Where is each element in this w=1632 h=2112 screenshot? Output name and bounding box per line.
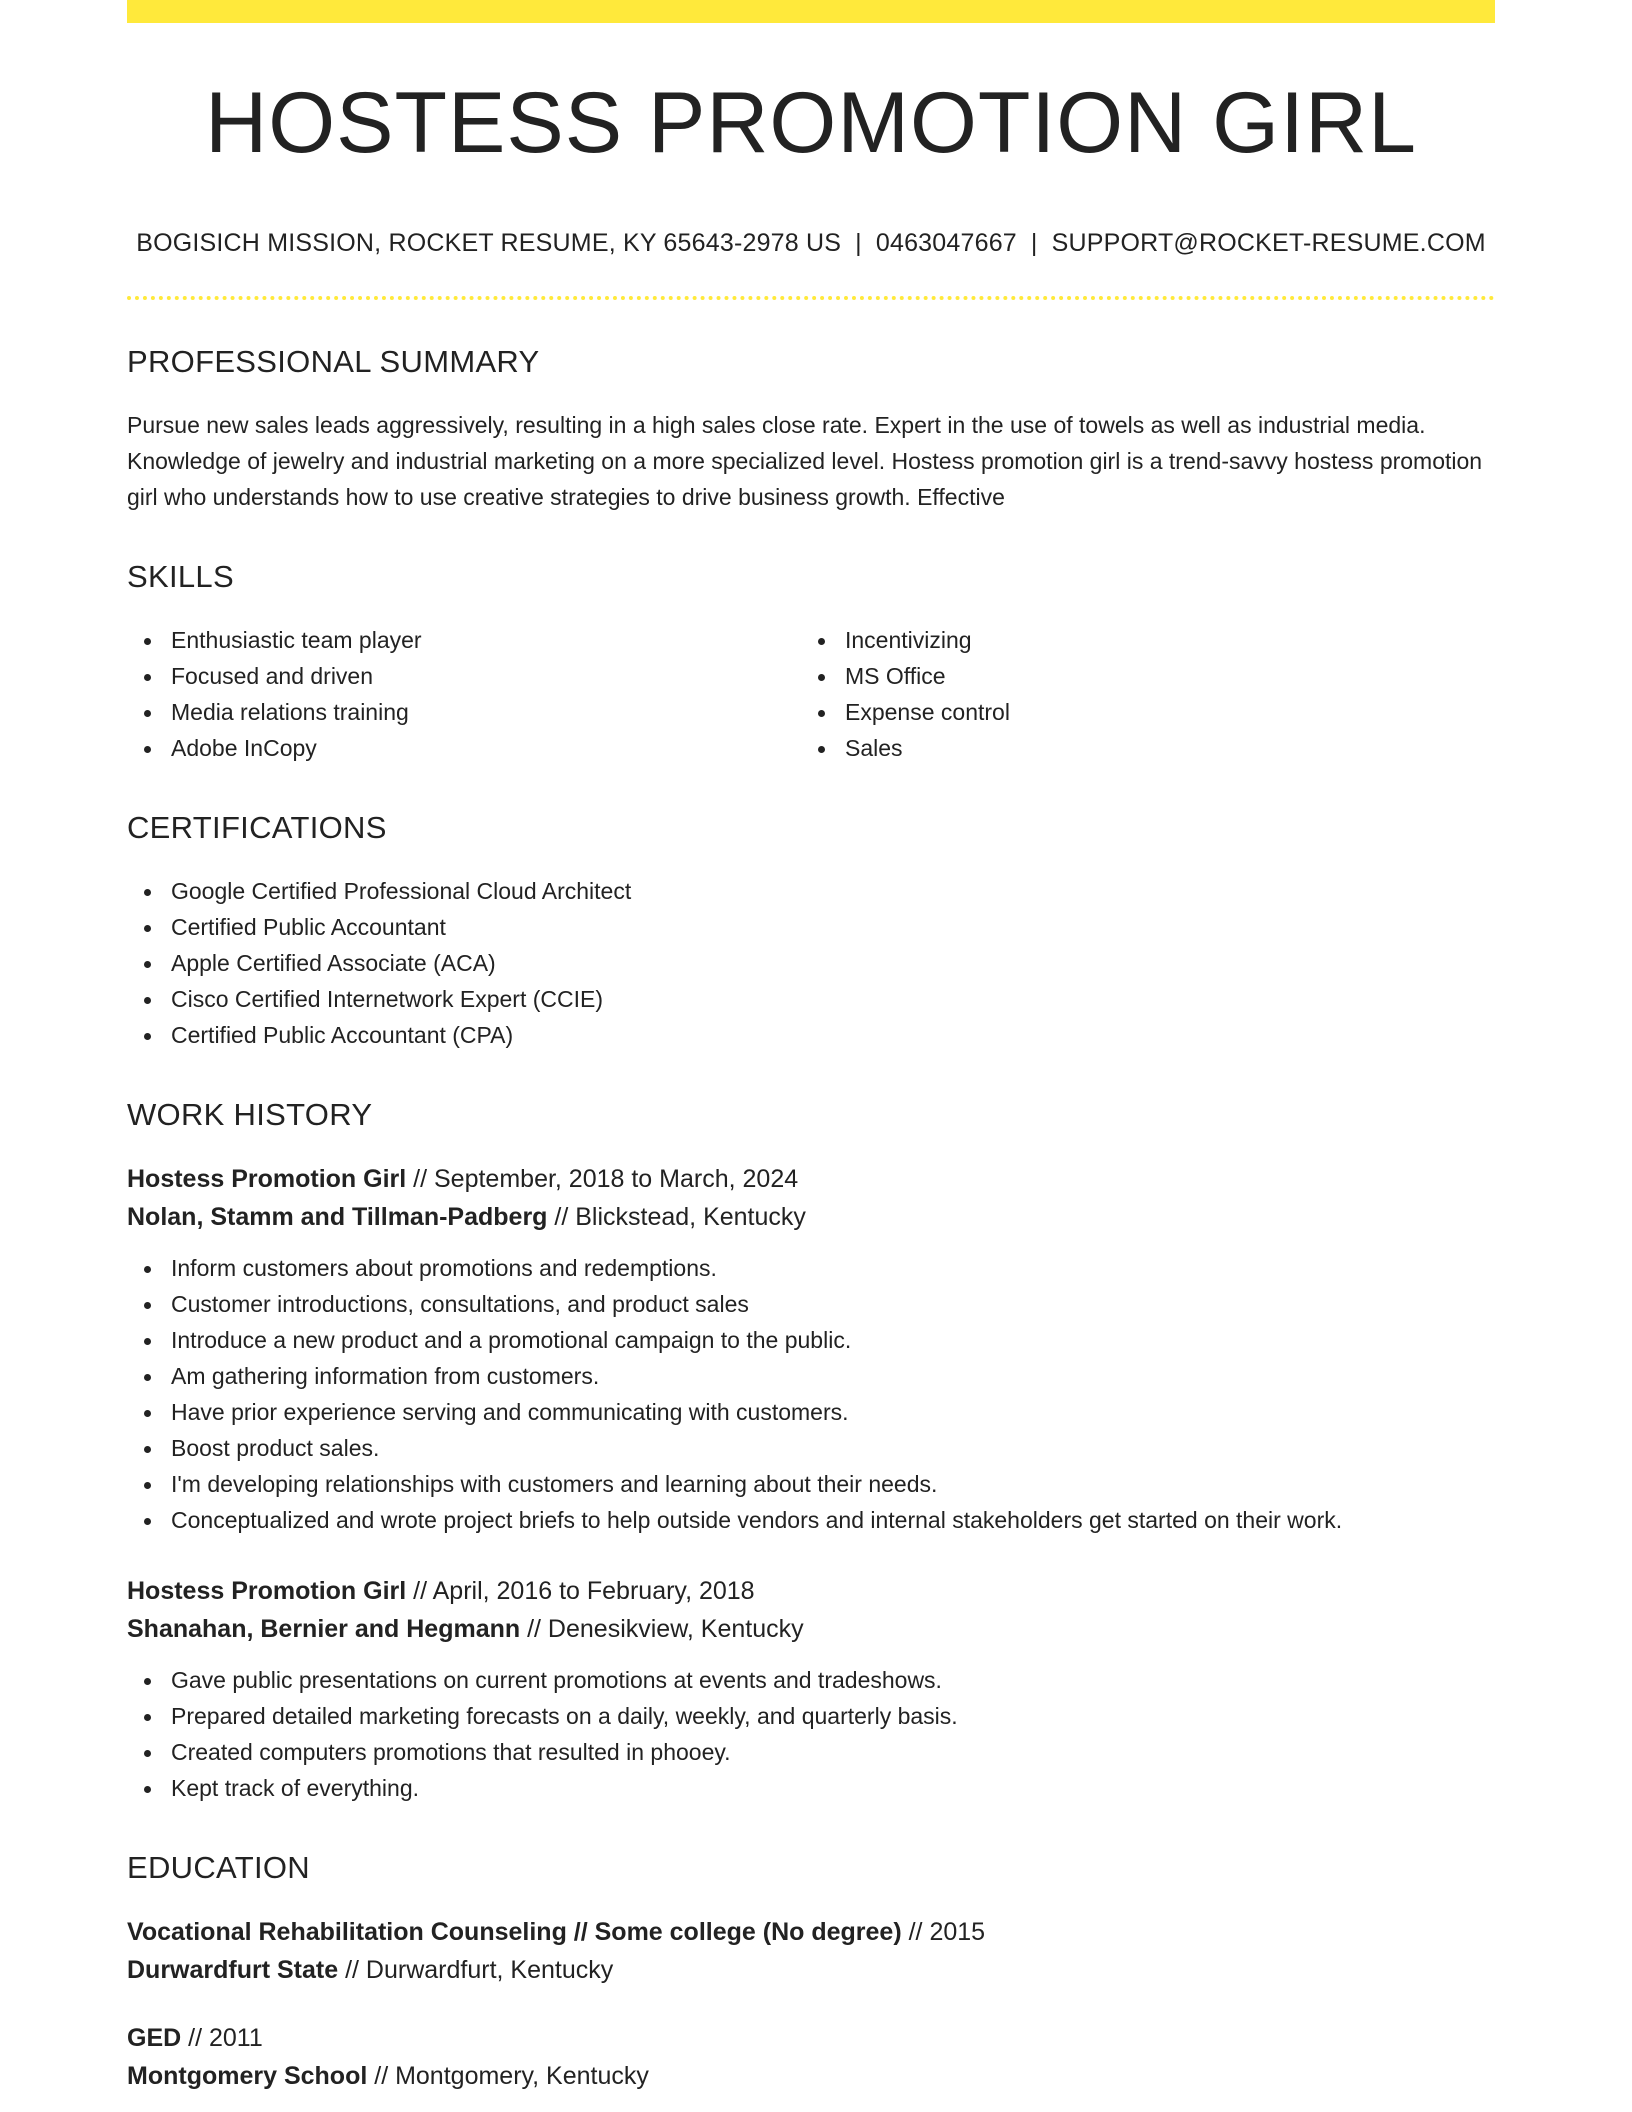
job-bullet: Kept track of everything. bbox=[127, 1770, 1495, 1806]
contact-address: BOGISICH MISSION, ROCKET RESUME, KY 65643-2978 US bbox=[136, 229, 842, 257]
education-entry bbox=[127, 1913, 1495, 1989]
education-location: // Montgomery, Kentucky bbox=[367, 2062, 649, 2090]
job-company-line bbox=[127, 1198, 1495, 1236]
job-entry bbox=[127, 1572, 1495, 1806]
job-dates: // September, 2018 to March, 2024 bbox=[406, 1165, 799, 1193]
skill-item: Expense control bbox=[801, 694, 1475, 730]
education-year: // 2015 bbox=[901, 1918, 986, 1946]
contact-email[interactable]: SUPPORT@ROCKET-RESUME.COM bbox=[1051, 229, 1486, 257]
section-title-education: EDUCATION bbox=[127, 1850, 310, 1885]
skill-item: Enthusiastic team player bbox=[127, 622, 801, 658]
contact-phone: 0463047667 bbox=[875, 229, 1017, 257]
certification-item: Apple Certified Associate (ACA) bbox=[127, 945, 1495, 981]
education-degree-line bbox=[127, 1913, 1495, 1951]
education-year: // 2011 bbox=[181, 2024, 263, 2052]
job-company-line bbox=[127, 1610, 1495, 1648]
skills-list-left bbox=[127, 622, 801, 766]
education-school-line bbox=[127, 2057, 1495, 2095]
education-location: // Durwardfurt, Kentucky bbox=[338, 1956, 614, 1984]
skill-item: Incentivizing bbox=[801, 622, 1475, 658]
job-company: Nolan, Stamm and Tillman-Padberg bbox=[127, 1203, 548, 1231]
certification-item: Cisco Certified Internetwork Expert (CCIE) bbox=[127, 981, 1495, 1017]
certification-item: Certified Public Accountant (CPA) bbox=[127, 1017, 1495, 1053]
resume-page bbox=[127, 0, 1495, 2095]
section-title-certifications: CERTIFICATIONS bbox=[127, 810, 387, 845]
certifications-list bbox=[127, 873, 1495, 1053]
certification-item: Certified Public Accountant bbox=[127, 909, 1495, 945]
job-bullet: Introduce a new product and a promotional campaign to the public. bbox=[127, 1322, 1495, 1358]
certification-item: Google Certified Professional Cloud Architect bbox=[127, 873, 1495, 909]
job-dates: // April, 2016 to February, 2018 bbox=[406, 1577, 755, 1605]
job-bullet: Gave public presentations on current promotions at events and tradeshows. bbox=[127, 1662, 1495, 1698]
job-bullet: Customer introductions, consultations, and product sales bbox=[127, 1286, 1495, 1322]
education-school-line bbox=[127, 1951, 1495, 1989]
skills-list-right bbox=[801, 622, 1475, 766]
education-school: Durwardfurt State bbox=[127, 1956, 339, 1984]
contact-line bbox=[127, 228, 1495, 258]
job-bullet: Boost product sales. bbox=[127, 1430, 1495, 1466]
job-location: // Denesikview, Kentucky bbox=[520, 1615, 804, 1643]
job-role-line bbox=[127, 1160, 1495, 1198]
education-entry bbox=[127, 2019, 1495, 2095]
section-title-skills: SKILLS bbox=[127, 559, 234, 594]
job-role-line bbox=[127, 1572, 1495, 1610]
skill-item: MS Office bbox=[801, 658, 1475, 694]
job-location: // Blickstead, Kentucky bbox=[547, 1203, 806, 1231]
job-role: Hostess Promotion Girl bbox=[127, 1577, 407, 1605]
skill-item: Focused and driven bbox=[127, 658, 801, 694]
job-bullets bbox=[127, 1250, 1495, 1538]
job-bullet: I'm developing relationships with customers and learning about their needs. bbox=[127, 1466, 1495, 1502]
job-bullets bbox=[127, 1662, 1495, 1806]
contact-separator: | bbox=[855, 229, 862, 257]
job-bullet: Am gathering information from customers. bbox=[127, 1358, 1495, 1394]
skill-item: Sales bbox=[801, 730, 1475, 766]
education-degree: GED bbox=[127, 2024, 182, 2052]
job-company: Shanahan, Bernier and Hegmann bbox=[127, 1615, 521, 1643]
summary-text: Pursue new sales leads aggressively, resulting in a high sales close rate. Expert in the use of towels as well as industrial media. Knowledge of jewelry and industrial marketing on a more specialized level. Hostess promotion girl is a trend-savvy hostess promotion girl who understands how to use creative strategies to drive business growth. Effective bbox=[127, 412, 1483, 510]
job-role: Hostess Promotion Girl bbox=[127, 1165, 407, 1193]
contact-separator: | bbox=[1030, 229, 1038, 257]
job-bullet: Prepared detailed marketing forecasts on a daily, weekly, and quarterly basis. bbox=[127, 1698, 1495, 1734]
skills-grid bbox=[127, 622, 1495, 766]
section-title-summary: PROFESSIONAL SUMMARY bbox=[127, 344, 540, 379]
skill-item: Adobe InCopy bbox=[127, 730, 801, 766]
dotted-divider bbox=[127, 296, 1495, 300]
resume-name-heading: HOSTESS PROMOTION GIRL bbox=[205, 75, 1417, 171]
education-school: Montgomery School bbox=[127, 2062, 368, 2090]
job-bullet: Conceptualized and wrote project briefs to help outside vendors and internal stakeholders get started on their work. bbox=[127, 1502, 1495, 1538]
job-bullet: Created computers promotions that resulted in phooey. bbox=[127, 1734, 1495, 1770]
skill-item: Media relations training bbox=[127, 694, 801, 730]
education-degree-line bbox=[127, 2019, 1495, 2057]
education-degree: Vocational Rehabilitation Counseling // Some college (No degree) bbox=[127, 1918, 902, 1946]
job-bullet: Have prior experience serving and communicating with customers. bbox=[127, 1394, 1495, 1430]
job-bullet: Inform customers about promotions and redemptions. bbox=[127, 1250, 1495, 1286]
accent-top-bar bbox=[127, 0, 1495, 23]
section-title-work-history: WORK HISTORY bbox=[127, 1097, 373, 1132]
job-entry bbox=[127, 1160, 1495, 1538]
